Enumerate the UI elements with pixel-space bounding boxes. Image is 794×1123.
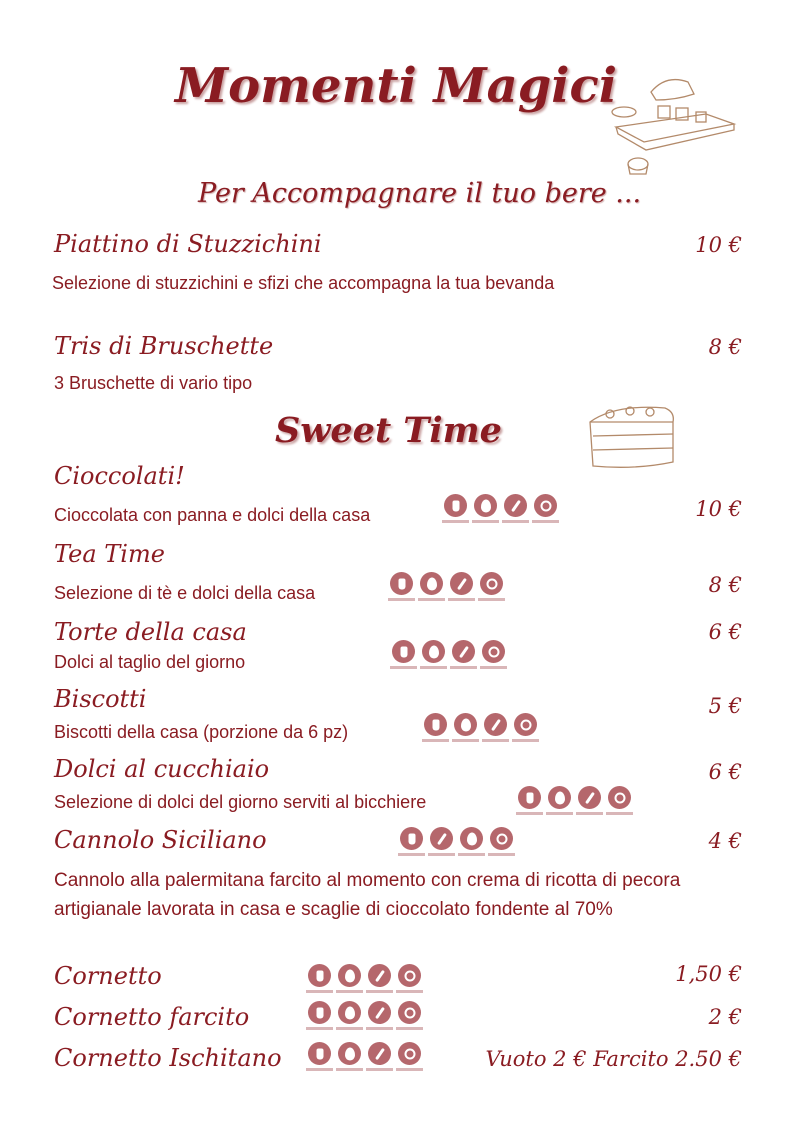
item-description: Selezione di stuzzichini e sfizi che accompagna la tua bevanda <box>52 273 555 293</box>
item-price: 2 € <box>708 1005 742 1029</box>
nut-icon <box>490 827 513 850</box>
allergen-badges <box>422 713 539 742</box>
item-description: Dolci al taglio del giorno <box>54 652 246 672</box>
wheat-icon <box>368 1042 391 1065</box>
nut-icon <box>482 640 505 663</box>
wheat-icon <box>450 572 473 595</box>
item-price: 1,50 € <box>675 962 742 986</box>
egg-icon <box>454 713 477 736</box>
item-name: Cannolo Siciliano <box>54 826 267 854</box>
cake-slice-illustration <box>585 400 680 472</box>
item-price: 5 € <box>708 694 742 718</box>
milk-icon <box>424 713 447 736</box>
egg-icon <box>338 964 361 987</box>
milk-icon <box>518 786 541 809</box>
milk-icon <box>392 640 415 663</box>
item-name: Biscotti <box>54 685 147 713</box>
item-name: Cornetto farcito <box>54 1003 250 1031</box>
item-name: Cioccolati! <box>54 462 185 490</box>
item-description: Cannolo alla palermitana farcito al momento con crema di ricotta di pecora artigianale lavorata in casa e scaglie di cioccolato fondente al 70% <box>54 870 681 920</box>
item-description: Biscotti della casa (porzione da 6 pz) <box>54 722 349 742</box>
egg-icon <box>338 1042 361 1065</box>
wheat-icon <box>504 494 527 517</box>
allergen-badges <box>388 572 505 601</box>
nut-icon <box>398 1042 421 1065</box>
item-price: 10 € <box>695 497 742 521</box>
milk-icon <box>400 827 423 850</box>
item-price: 6 € <box>708 760 742 784</box>
egg-icon <box>338 1001 361 1024</box>
item-price: 6 € <box>708 620 742 644</box>
egg-icon <box>474 494 497 517</box>
allergen-badges <box>306 1001 423 1030</box>
egg-icon <box>422 640 445 663</box>
allergen-badges <box>390 640 507 669</box>
item-price: 10 € <box>695 233 742 257</box>
egg-icon <box>420 572 443 595</box>
section-title: Sweet Time <box>275 410 502 451</box>
page-title: Momenti Magici <box>175 58 617 114</box>
snack-board-illustration <box>606 72 741 180</box>
subtitle: Per Accompagnare il tuo bere ... <box>198 178 642 209</box>
item-name: Dolci al cucchiaio <box>54 755 270 783</box>
milk-icon <box>308 1001 331 1024</box>
item-price: 8 € <box>708 335 742 359</box>
milk-icon <box>390 572 413 595</box>
wheat-icon <box>368 964 391 987</box>
nut-icon <box>534 494 557 517</box>
egg-icon <box>548 786 571 809</box>
item-description: Selezione di dolci del giorno serviti al bicchiere <box>54 792 427 812</box>
milk-icon <box>308 1042 331 1065</box>
milk-icon <box>308 964 331 987</box>
item-name: Cornetto Ischitano <box>54 1044 282 1072</box>
item-name: Tea Time <box>54 540 165 568</box>
allergen-badges <box>306 964 423 993</box>
item-description: 3 Bruschette di vario tipo <box>54 373 253 393</box>
allergen-badges <box>516 786 633 815</box>
item-description: Selezione di tè e dolci della casa <box>54 583 316 603</box>
nut-icon <box>480 572 503 595</box>
wheat-icon <box>484 713 507 736</box>
item-price: 4 € <box>708 829 742 853</box>
egg-icon <box>460 827 483 850</box>
item-description: Cioccolata con panna e dolci della casa <box>54 505 371 525</box>
wheat-icon <box>430 827 453 850</box>
wheat-icon <box>578 786 601 809</box>
item-name: Tris di Bruschette <box>54 332 274 360</box>
item-name: Piattino di Stuzzichini <box>54 230 322 258</box>
item-name: Cornetto <box>54 962 162 990</box>
item-name: Torte della casa <box>54 618 247 646</box>
item-price: 8 € <box>708 573 742 597</box>
allergen-badges <box>306 1042 423 1071</box>
item-price: Vuoto 2 € Farcito 2.50 € <box>485 1047 742 1071</box>
nut-icon <box>514 713 537 736</box>
milk-icon <box>444 494 467 517</box>
nut-icon <box>398 1001 421 1024</box>
allergen-badges <box>398 827 515 856</box>
wheat-icon <box>368 1001 391 1024</box>
allergen-badges <box>442 494 559 523</box>
wheat-icon <box>452 640 475 663</box>
nut-icon <box>398 964 421 987</box>
nut-icon <box>608 786 631 809</box>
